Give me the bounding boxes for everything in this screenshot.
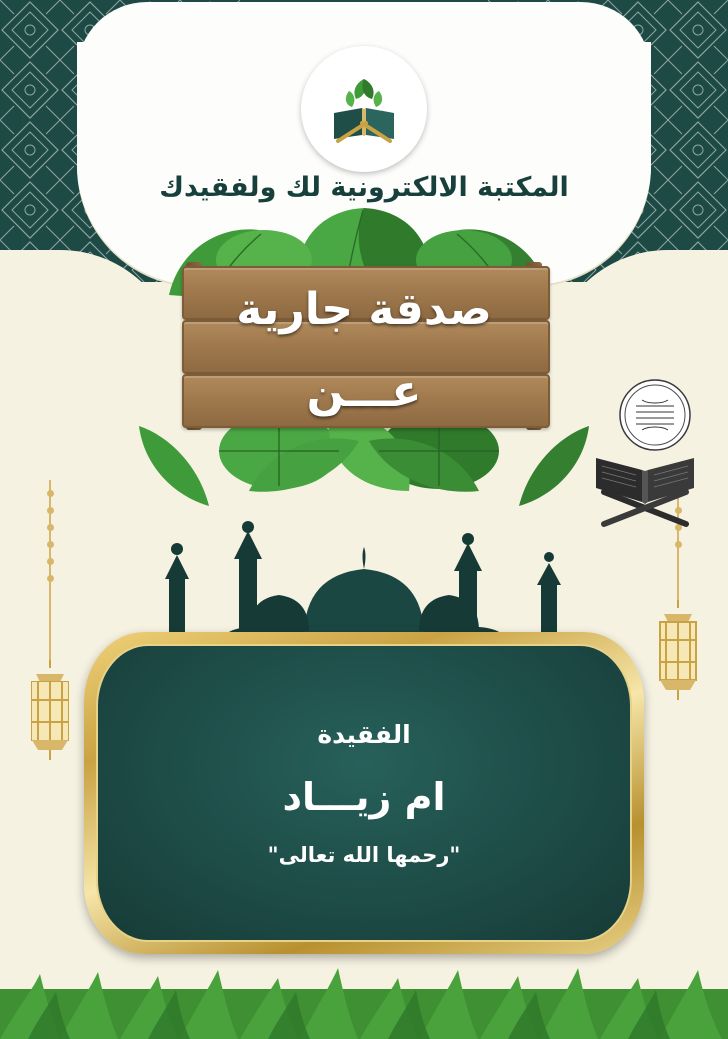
book-plant-logo-icon (301, 46, 427, 172)
grass-icon (0, 934, 728, 1039)
quran-medallion-icon (618, 378, 692, 452)
hanging-lantern-icon (22, 480, 78, 780)
sign-line-1: صدقة جارية (236, 284, 492, 335)
deceased-plaque (84, 632, 644, 954)
deceased-dua: "رحمها الله تعالى" (267, 842, 461, 867)
quran-stand-icon (590, 448, 700, 528)
sign-line-2: عـــن (306, 366, 422, 417)
deceased-name: ام زيـــاد (282, 774, 446, 819)
plaque-inner-panel (96, 644, 632, 942)
page-title: المكتبة الالكترونية لك ولفقيدك (159, 172, 569, 203)
deceased-label: الفقيدة (317, 719, 411, 749)
